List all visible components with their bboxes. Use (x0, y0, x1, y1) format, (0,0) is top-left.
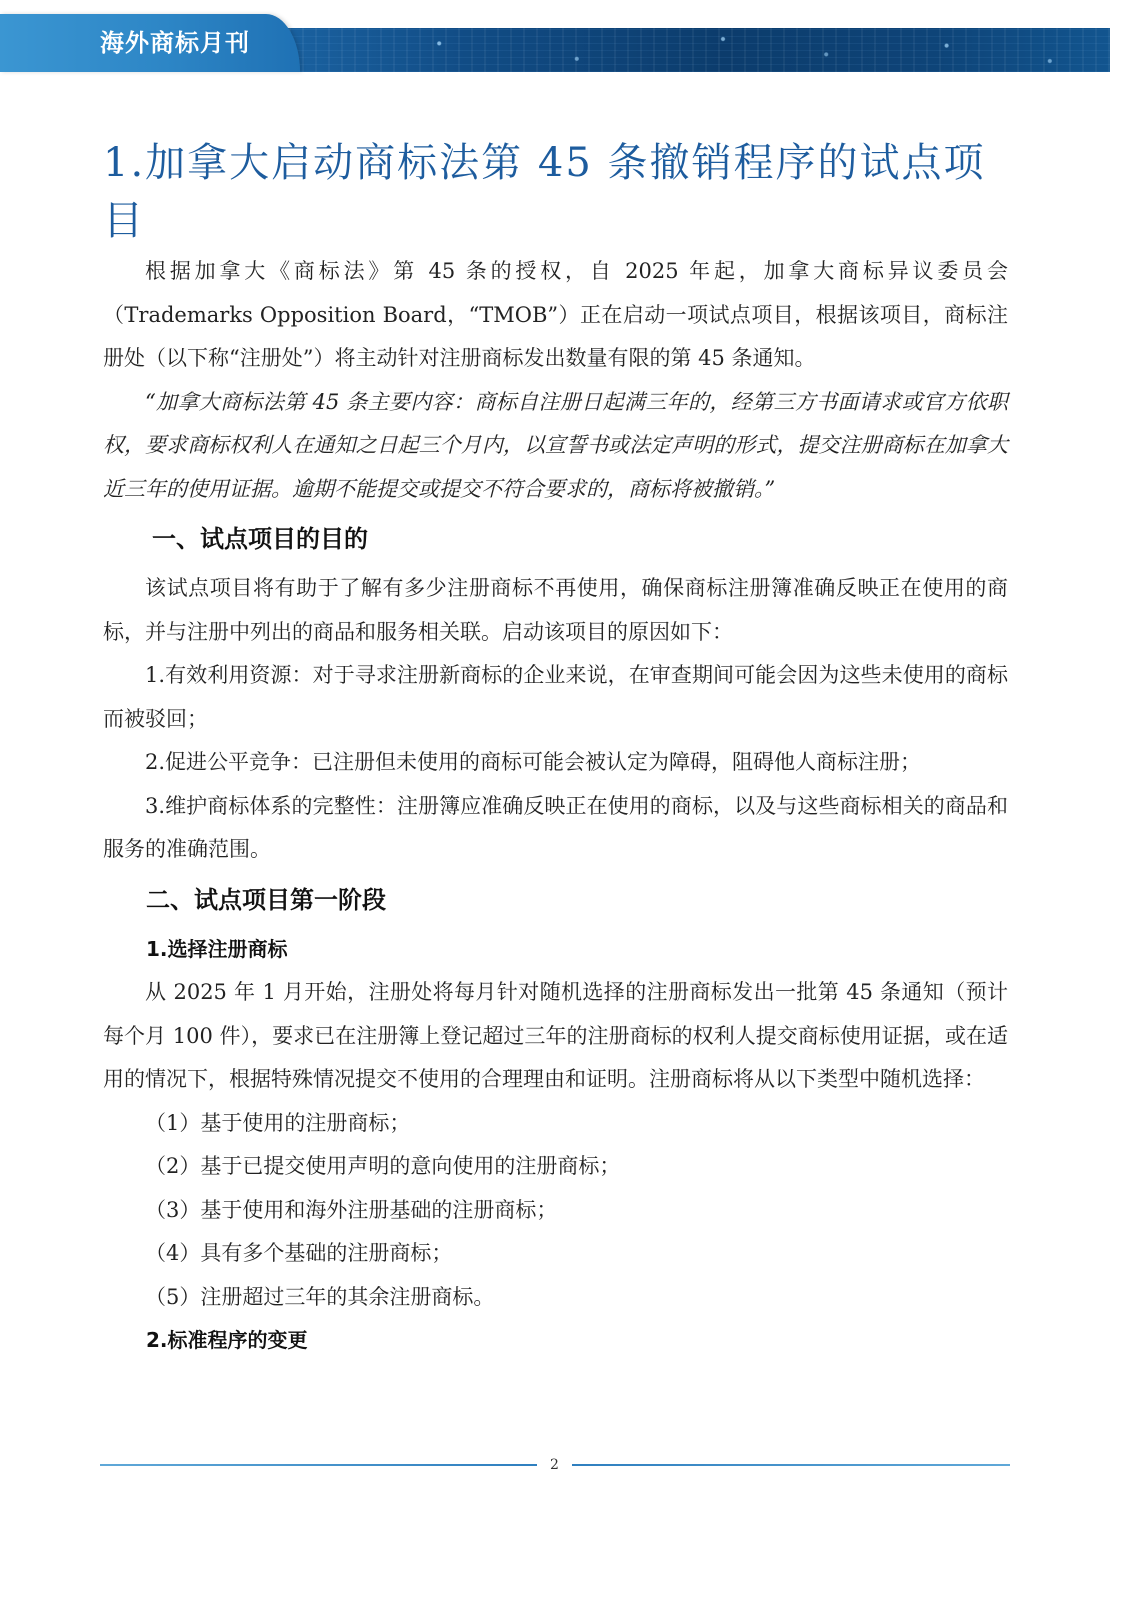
article-title: 1.加拿大启动商标法第 45 条撤销程序的试点项目 (103, 140, 986, 244)
mark-type-item: （5）注册超过三年的其余注册商标。 (145, 1284, 495, 1309)
mark-type-item: （4）具有多个基础的注册商标； (145, 1241, 453, 1265)
article-body (103, 250, 1008, 1363)
page-number: 2 (550, 1457, 559, 1473)
law-quote: “加拿大商标法第 45 条主要内容：商标自注册日起满三年的，经第三方书面请求或官方依职权，要求商标权利人在通知之日起三个月内，以宣誓书或法定声明的形式，提交注册商标在加拿大近三年的使用证据。逾期不能提交或提交不符合要求的，商标将被撤销。” (103, 389, 1008, 501)
reason-item: 2.促进公平竞争：已注册但未使用的商标可能会被认定为障碍，阻碍他人商标注册； (145, 750, 922, 774)
footer-rule-left (100, 1464, 537, 1466)
header-banner (250, 28, 1110, 72)
section-heading-purpose: 一、试点项目的目的 (152, 525, 368, 553)
reason-item: 1.有效利用资源：对于寻求注册新商标的企业来说，在审查期间可能会因为这些未使用的商标而被驳回； (103, 663, 1008, 731)
purpose-paragraph: 该试点项目将有助于了解有多少注册商标不再使用，确保商标注册簿准确反映正在使用的商标，并与注册中列出的商品和服务相关联。启动该项目的原因如下： (103, 576, 1008, 644)
subheading-select-marks: 1.选择注册商标 (146, 936, 288, 961)
mark-type-item: （1）基于使用的注册商标； (145, 1110, 411, 1135)
mark-type-item: （3）基于使用和海外注册基础的注册商标； (145, 1197, 558, 1222)
footer-rule-right (572, 1464, 1010, 1466)
subheading-procedure-changes: 2.标准程序的变更 (146, 1328, 308, 1352)
mark-type-item: （2）基于已提交使用声明的意向使用的注册商标； (145, 1154, 621, 1178)
publication-title: 海外商标月刊 (100, 28, 250, 57)
intro-paragraph: 根据加拿大《商标法》第 45 条的授权，自 2025 年起，加拿大商标异议委员会（Trademarks Opposition Board，“TMOB”）正在启动一项试点项目，根据该项目，商标注册处（以下称“注册处”）将主动针对注册商标发出数量有限的第 45 条通知。 (103, 259, 1008, 370)
reason-item: 3.维护商标体系的完整性：注册簿应准确反映正在使用的商标，以及与这些商标相关的商品和服务的准确范围。 (103, 793, 1008, 861)
section-heading-phase-one: 二、试点项目第一阶段 (146, 885, 386, 914)
selection-paragraph: 从 2025 年 1 月开始，注册处将每月针对随机选择的注册商标发出一批第 45 条通知（预计每个月 100 件），要求已在注册簿上登记超过三年的注册商标的权利人提交商标使用证据，或在适用的情况下，根据特殊情况提交不使用的合理理由和证明。注册商标将从以下类型中随机选择： (103, 980, 1008, 1091)
